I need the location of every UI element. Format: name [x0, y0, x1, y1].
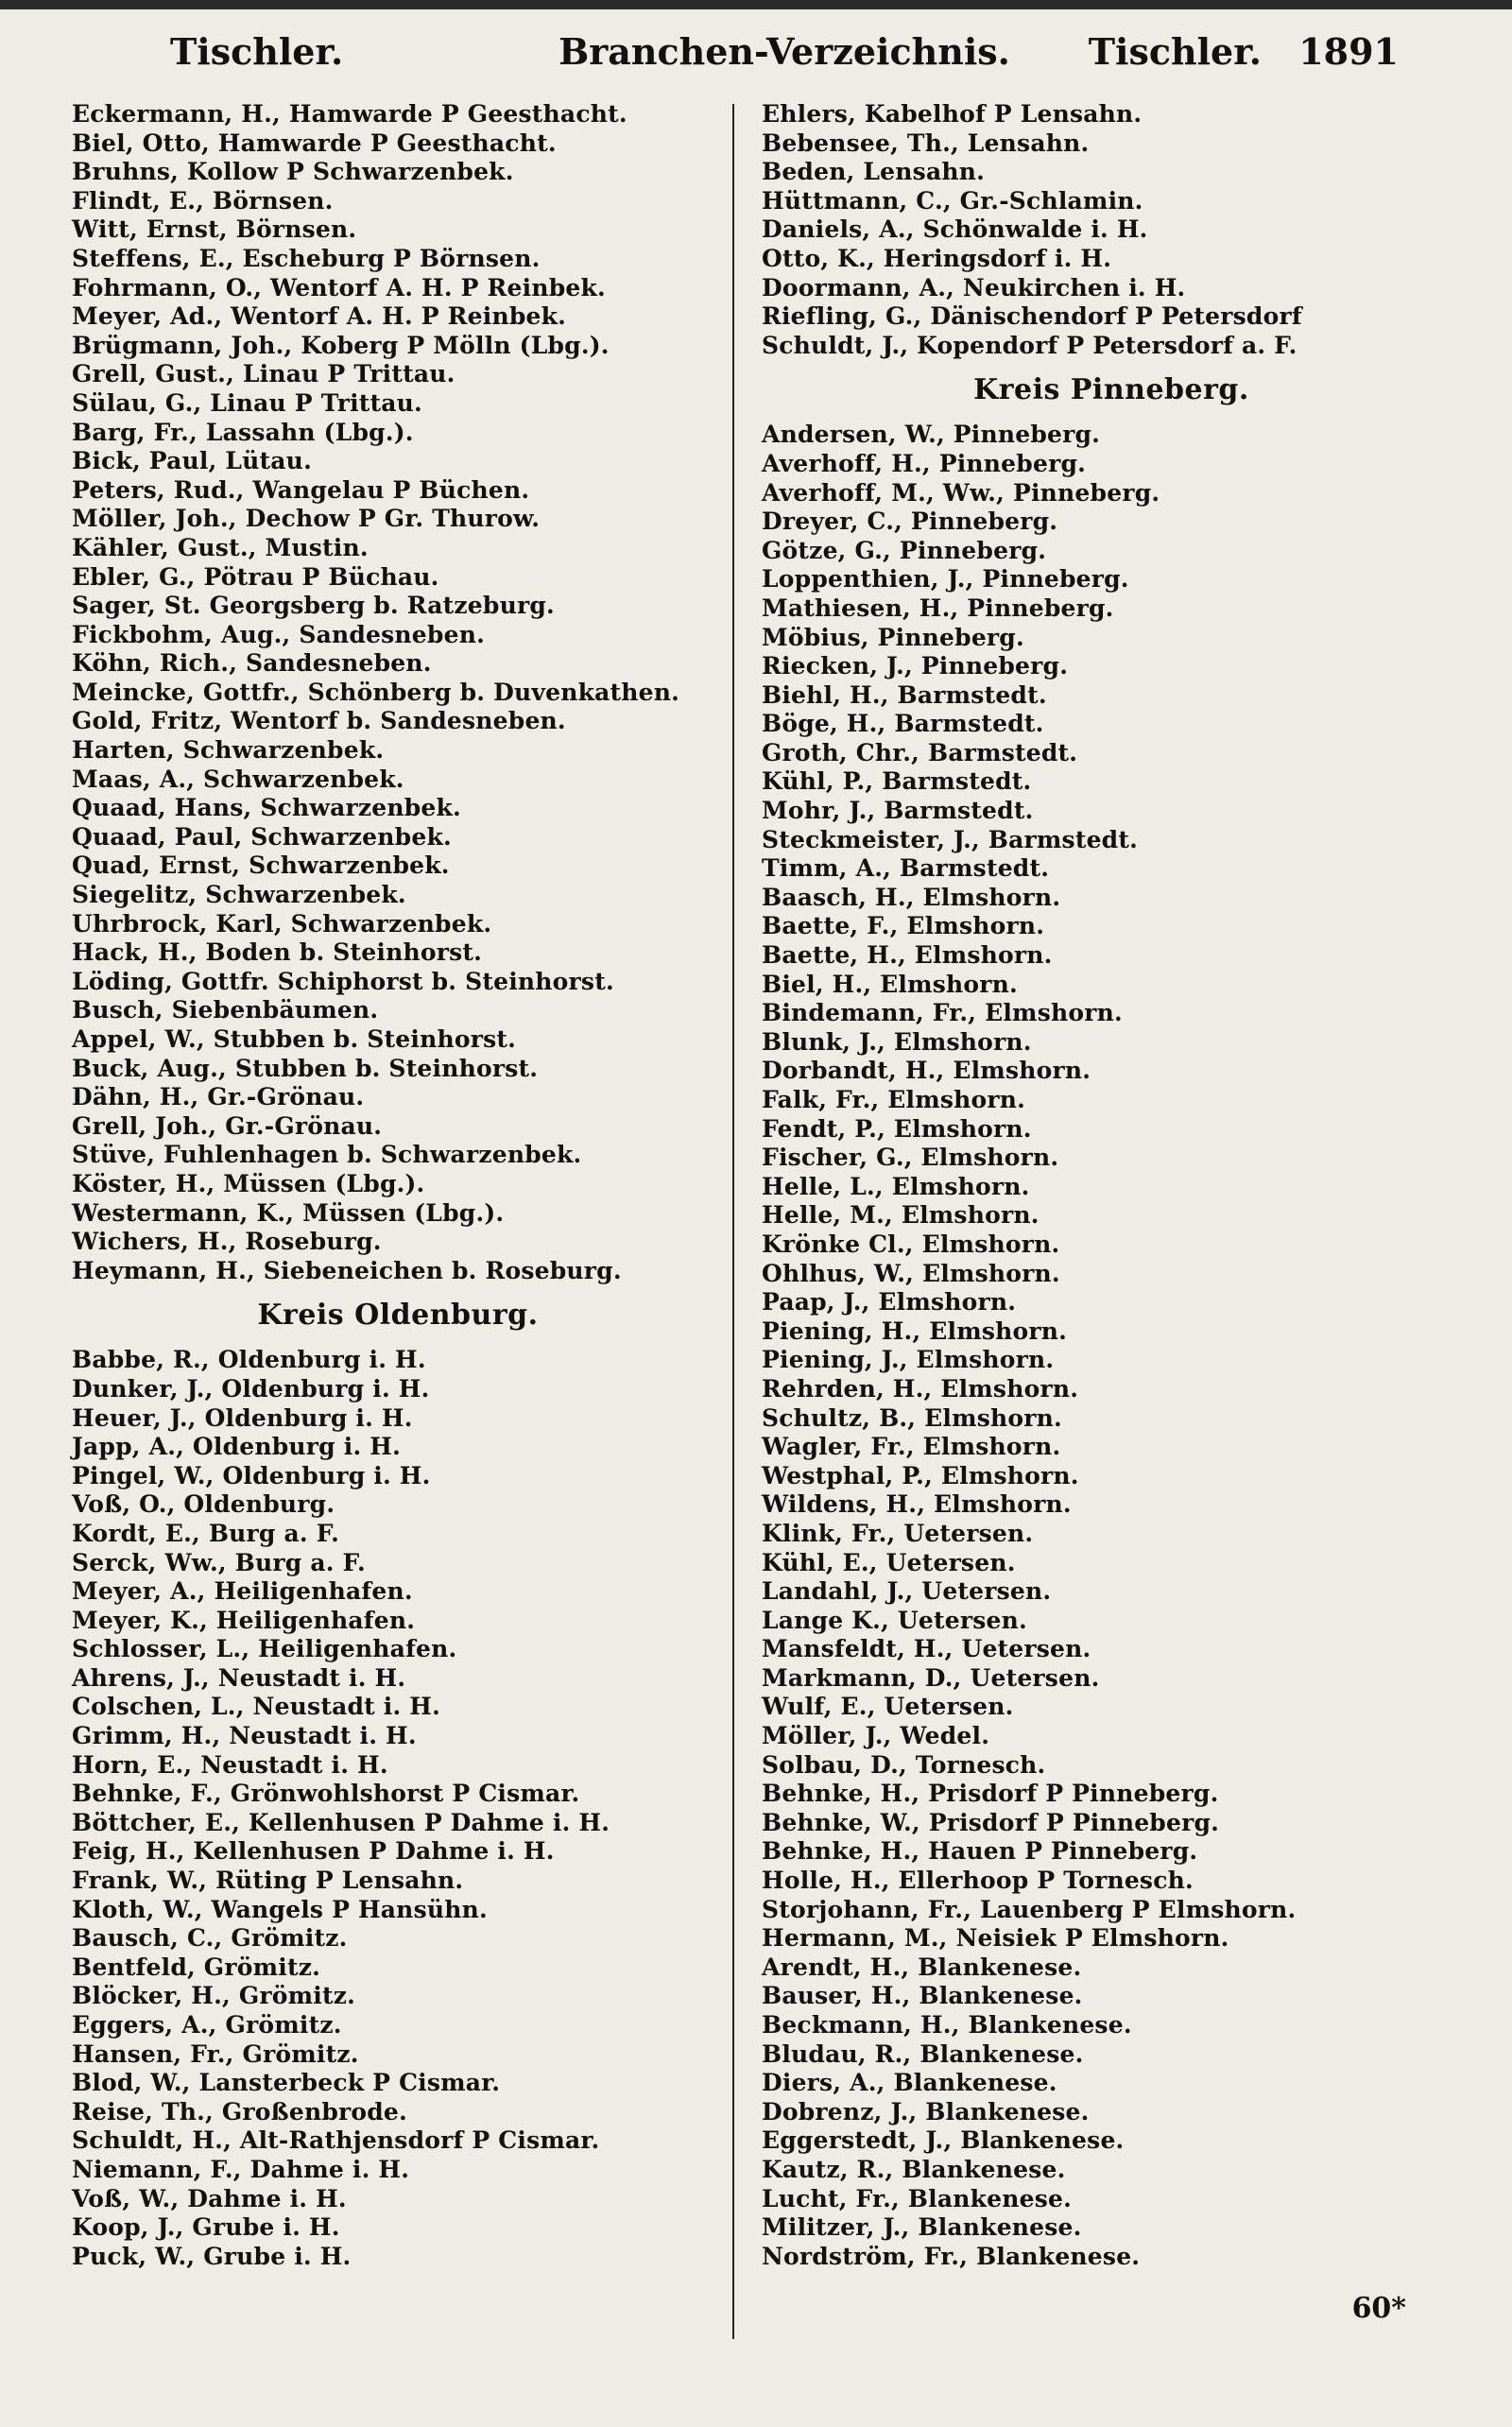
directory-entry: Kordt, E., Burg a. F.: [72, 1519, 340, 1547]
directory-entry: Bentfeld, Grömitz.: [72, 1953, 320, 1981]
directory-entry: Gold, Fritz, Wentorf b. Sandesneben.: [72, 707, 566, 735]
directory-entry: Meyer, K., Heiligenhafen.: [72, 1606, 416, 1634]
directory-entry: Grell, Joh., Gr.-Grönau.: [72, 1111, 383, 1140]
page-signature: 60*: [1351, 2292, 1406, 2325]
section-heading-pinneberg: Kreis Pinneberg.: [973, 373, 1249, 407]
directory-entry: Barg, Fr., Lassahn (Lbg.).: [72, 418, 414, 446]
directory-entry: Flindt, E., Börnsen.: [72, 186, 334, 215]
directory-entry: Beden, Lensahn.: [762, 158, 985, 186]
directory-entry: Westphal, P., Elmshorn.: [762, 1461, 1079, 1489]
directory-entry: Landahl, J., Uetersen.: [762, 1577, 1052, 1606]
directory-entry: Peters, Rud., Wangelau P Büchen.: [72, 475, 530, 504]
directory-entry: Beckmann, H., Blankenese.: [762, 2011, 1132, 2039]
header-trade-left: Tischler.: [170, 30, 344, 73]
directory-entry: Baette, F., Elmshorn.: [762, 912, 1045, 940]
directory-entry: Voß, O., Oldenburg.: [72, 1490, 335, 1519]
directory-entry: Wichers, H., Roseburg.: [72, 1228, 382, 1256]
directory-entry: Buck, Aug., Stubben b. Steinhorst.: [72, 1054, 539, 1082]
directory-entry: Maas, A., Schwarzenbek.: [72, 765, 404, 793]
directory-entry: Biel, Otto, Hamwarde P Geesthacht.: [72, 129, 557, 157]
directory-entry: Bludau, R., Blankenese.: [762, 2040, 1084, 2068]
directory-entry: Fickbohm, Aug., Sandesneben.: [72, 620, 485, 648]
directory-entry: Bausch, C., Grömitz.: [72, 1924, 348, 1953]
directory-entry: Ahrens, J., Neustadt i. H.: [72, 1663, 406, 1692]
directory-entry: Serck, Ww., Burg a. F.: [72, 1548, 366, 1576]
directory-entry: Colschen, L., Neustadt i. H.: [72, 1693, 441, 1721]
directory-entry: Witt, Ernst, Börnsen.: [72, 215, 357, 244]
left-column: [72, 100, 724, 2271]
directory-entry: Bindemann, Fr., Elmshorn.: [762, 999, 1123, 1027]
directory-entry: Steckmeister, J., Barmstedt.: [762, 825, 1139, 853]
directory-entry: Fendt, P., Elmshorn.: [762, 1114, 1032, 1143]
directory-entry: Hüttmann, C., Gr.-Schlamin.: [762, 186, 1143, 215]
directory-entry: Babbe, R., Oldenburg i. H.: [72, 1346, 426, 1374]
directory-entry: Loppenthien, J., Pinneberg.: [762, 565, 1129, 594]
directory-entry: Dreyer, C., Pinneberg.: [762, 508, 1058, 536]
directory-entry: Riecken, J., Pinneberg.: [762, 652, 1069, 680]
header-title: Branchen-Verzeichnis.: [558, 30, 1010, 73]
directory-entry: Böge, H., Barmstedt.: [762, 710, 1044, 738]
directory-entry: Averhoff, M., Ww., Pinneberg.: [762, 478, 1160, 507]
directory-entry: Köhn, Rich., Sandesneben.: [72, 649, 432, 678]
directory-entry: Möller, J., Wedel.: [762, 1722, 990, 1750]
directory-entry: Uhrbrock, Karl, Schwarzenbek.: [72, 909, 492, 938]
directory-entry: Nordström, Fr., Blankenese.: [762, 2242, 1141, 2270]
directory-entry: Fohrmann, O., Wentorf A. H. P Reinbek.: [72, 273, 606, 301]
directory-entry: Niemann, F., Dahme i. H.: [72, 2155, 410, 2183]
directory-entry: Blöcker, H., Grömitz.: [72, 1982, 356, 2010]
directory-entry: Ohlhus, W., Elmshorn.: [762, 1259, 1060, 1287]
directory-entry: Möller, Joh., Dechow P Gr. Thurow.: [72, 505, 541, 533]
directory-entry: Heymann, H., Siebeneichen b. Roseburg.: [72, 1256, 622, 1284]
directory-entry: Feig, H., Kellenhusen P Dahme i. H.: [72, 1837, 555, 1866]
directory-entry: Helle, L., Elmshorn.: [762, 1172, 1030, 1200]
directory-entry: Sager, St. Georgsberg b. Ratzeburg.: [72, 592, 555, 620]
directory-entry: Doormann, A., Neukirchen i. H.: [762, 273, 1186, 301]
directory-entry: Heuer, J., Oldenburg i. H.: [72, 1403, 413, 1432]
directory-entry: Grimm, H., Neustadt i. H.: [72, 1722, 417, 1750]
directory-entry: Siegelitz, Schwarzenbek.: [72, 881, 406, 909]
directory-entry: Quaad, Paul, Schwarzenbek.: [72, 822, 452, 851]
directory-entry: Timm, A., Barmstedt.: [762, 854, 1050, 883]
directory-entry: Busch, Siebenbäumen.: [72, 996, 379, 1024]
directory-entry: Dähn, H., Gr.-Grönau.: [72, 1083, 365, 1111]
directory-entry: Paap, J., Elmshorn.: [762, 1288, 1017, 1317]
directory-entry: Arendt, H., Blankenese.: [762, 1953, 1082, 1981]
directory-entry: Kloth, W., Wangels P Hansühn.: [72, 1895, 488, 1923]
directory-entry: Horn, E., Neustadt i. H.: [72, 1750, 388, 1779]
directory-entry: Riefling, G., Dänischendorf P Petersdorf: [762, 302, 1302, 331]
directory-entry: Westermann, K., Müssen (Lbg.).: [72, 1198, 505, 1227]
directory-entry: Dorbandt, H., Elmshorn.: [762, 1057, 1091, 1085]
directory-entry: Klink, Fr., Uetersen.: [762, 1519, 1034, 1547]
directory-entry: Bruhns, Kollow P Schwarzenbek.: [72, 158, 514, 186]
directory-entry: Storjohann, Fr., Lauenberg P Elmshorn.: [762, 1895, 1297, 1923]
directory-entry: Baasch, H., Elmshorn.: [762, 883, 1061, 911]
directory-entry: Dunker, J., Oldenburg i. H.: [72, 1374, 430, 1403]
left-entries-lauenburg: [72, 100, 724, 1285]
directory-entry: Solbau, D., Tornesch.: [762, 1750, 1046, 1779]
directory-entry: Blod, W., Lansterbeck P Cismar.: [72, 2069, 501, 2097]
header-right: [1064, 26, 1399, 77]
directory-entry: Harten, Schwarzenbek.: [72, 736, 385, 765]
directory-entry: Eckermann, H., Hamwarde P Geesthacht.: [72, 100, 627, 128]
running-header: [170, 26, 1399, 77]
directory-entry: Piening, H., Elmshorn.: [762, 1317, 1068, 1345]
directory-entry: Rehrden, H., Elmshorn.: [762, 1374, 1079, 1403]
directory-entry: Japp, A., Oldenburg i. H.: [72, 1433, 401, 1461]
directory-entry: Behnke, H., Hauen P Pinneberg.: [762, 1837, 1198, 1866]
directory-entry: Hack, H., Boden b. Steinhorst.: [72, 938, 482, 967]
directory-entry: Meyer, Ad., Wentorf A. H. P Reinbek.: [72, 302, 567, 331]
directory-entry: Koop, J., Grube i. H.: [72, 2213, 340, 2242]
directory-entry: Grell, Gust., Linau P Trittau.: [72, 360, 455, 388]
directory-entry: Meyer, A., Heiligenhafen.: [72, 1577, 413, 1606]
directory-entry: Puck, W., Grube i. H.: [72, 2242, 352, 2270]
directory-entry: Markmann, D., Uetersen.: [762, 1663, 1100, 1692]
directory-entry: Appel, W., Stubben b. Steinhorst.: [72, 1025, 517, 1053]
directory-entry: Behnke, F., Grönwohlshorst P Cismar.: [72, 1780, 580, 1808]
directory-entry: Schuldt, H., Alt-Rathjensdorf P Cismar.: [72, 2126, 600, 2155]
scan-top-edge: [0, 0, 1512, 9]
directory-entry: Steffens, E., Escheburg P Börnsen.: [72, 244, 541, 272]
directory-entry: Schultz, B., Elmshorn.: [762, 1403, 1062, 1432]
directory-entry: Mohr, J., Barmstedt.: [762, 797, 1034, 825]
directory-entry: Löding, Gottfr. Schiphorst b. Steinhorst.: [72, 967, 614, 995]
directory-entry: Pingel, W., Oldenburg i. H.: [72, 1461, 431, 1489]
directory-entry: Mathiesen, H., Pinneberg.: [762, 594, 1114, 622]
directory-entry: Kähler, Gust., Mustin.: [72, 533, 369, 561]
directory-entry: Piening, J., Elmshorn.: [762, 1346, 1055, 1374]
directory-entry: Behnke, H., Prisdorf P Pinneberg.: [762, 1780, 1219, 1808]
left-entries-oldenburg: [72, 1346, 724, 2271]
directory-entry: Fischer, G., Elmshorn.: [762, 1144, 1059, 1172]
directory-entry: Wagler, Fr., Elmshorn.: [762, 1433, 1061, 1461]
directory-entry: Köster, H., Müssen (Lbg.).: [72, 1169, 425, 1197]
directory-entry: Bick, Paul, Lütau.: [72, 447, 312, 475]
directory-entry: Bebensee, Th., Lensahn.: [762, 129, 1090, 157]
directory-entry: Baette, H., Elmshorn.: [762, 941, 1053, 970]
directory-entry: Quaad, Hans, Schwarzenbek.: [72, 794, 461, 822]
directory-entry: Diers, A., Blankenese.: [762, 2069, 1057, 2097]
column-divider: [732, 104, 734, 2339]
directory-entry: Kühl, P., Barmstedt.: [762, 767, 1032, 796]
directory-entry: Götze, G., Pinneberg.: [762, 536, 1047, 564]
directory-entry: Quad, Ernst, Schwarzenbek.: [72, 852, 450, 880]
directory-entry: Möbius, Pinneberg.: [762, 623, 1024, 651]
header-year: 1891: [1298, 30, 1399, 73]
directory-entry: Lange K., Uetersen.: [762, 1606, 1027, 1634]
directory-entry: Krönke Cl., Elmshorn.: [762, 1230, 1060, 1258]
directory-entry: Lucht, Fr., Blankenese.: [762, 2184, 1073, 2212]
directory-entry: Biehl, H., Barmstedt.: [762, 680, 1047, 709]
directory-entry: Behnke, W., Prisdorf P Pinneberg.: [762, 1808, 1220, 1836]
directory-entry: Böttcher, E., Kellenhusen P Dahme i. H.: [72, 1808, 610, 1836]
directory-entry: Bauser, H., Blankenese.: [762, 1982, 1083, 2010]
directory-entry: Kautz, R., Blankenese.: [762, 2155, 1066, 2183]
directory-entry: Eggers, A., Grömitz.: [72, 2011, 342, 2039]
directory-entry: Wildens, H., Elmshorn.: [762, 1490, 1072, 1519]
right-column: [762, 100, 1461, 2271]
directory-entry: Holle, H., Ellerhoop P Tornesch.: [762, 1867, 1194, 1895]
directory-entry: Daniels, A., Schönwalde i. H.: [762, 215, 1148, 244]
directory-entry: Frank, W., Rüting P Lensahn.: [72, 1867, 464, 1895]
right-entries-oldenburg-cont: [762, 100, 1461, 360]
directory-entry: Mansfeldt, H., Uetersen.: [762, 1635, 1091, 1663]
directory-entry: Eggerstedt, J., Blankenese.: [762, 2126, 1125, 2155]
directory-entry: Falk, Fr., Elmshorn.: [762, 1086, 1026, 1113]
directory-entry: Stüve, Fuhlenhagen b. Schwarzenbek.: [72, 1141, 582, 1169]
directory-entry: Voß, W., Dahme i. H.: [72, 2184, 347, 2212]
directory-entry: Ebler, G., Pötrau P Büchau.: [72, 562, 439, 591]
directory-entry: Reise, Th., Großenbrode.: [72, 2097, 407, 2126]
directory-entry: Brügmann, Joh., Koberg P Mölln (Lbg.).: [72, 331, 610, 359]
directory-entry: Hermann, M., Neisiek P Elmshorn.: [762, 1924, 1229, 1953]
directory-entry: Militzer, J., Blankenese.: [762, 2213, 1082, 2242]
directory-entry: Ehlers, Kabelhof P Lensahn.: [762, 100, 1143, 128]
directory-entry: Biel, H., Elmshorn.: [762, 970, 1018, 998]
section-heading-oldenburg: Kreis Oldenburg.: [257, 1299, 539, 1333]
header-trade-right: Tischler.: [1088, 30, 1262, 73]
directory-entry: Helle, M., Elmshorn.: [762, 1201, 1040, 1230]
directory-entry: Hansen, Fr., Grömitz.: [72, 2040, 359, 2068]
directory-entry: Wulf, E., Uetersen.: [762, 1693, 1014, 1721]
directory-entry: Schlosser, L., Heiligenhafen.: [72, 1635, 457, 1663]
directory-entry: Andersen, W., Pinneberg.: [762, 421, 1101, 449]
directory-entry: Schuldt, J., Kopendorf P Petersdorf a. F.: [762, 331, 1297, 359]
directory-entry: Kühl, E., Uetersen.: [762, 1548, 1016, 1576]
right-entries-pinneberg: [762, 421, 1461, 2271]
directory-entry: Meincke, Gottfr., Schönberg b. Duvenkathen.: [72, 678, 679, 706]
directory-entry: Dobrenz, J., Blankenese.: [762, 2097, 1090, 2126]
directory-entry: Otto, K., Heringsdorf i. H.: [762, 244, 1112, 272]
directory-entry: Blunk, J., Elmshorn.: [762, 1027, 1032, 1056]
directory-entry: Sülau, G., Linau P Trittau.: [72, 388, 422, 417]
directory-entry: Groth, Chr., Barmstedt.: [762, 738, 1078, 766]
directory-entry: Averhoff, H., Pinneberg.: [762, 449, 1087, 477]
